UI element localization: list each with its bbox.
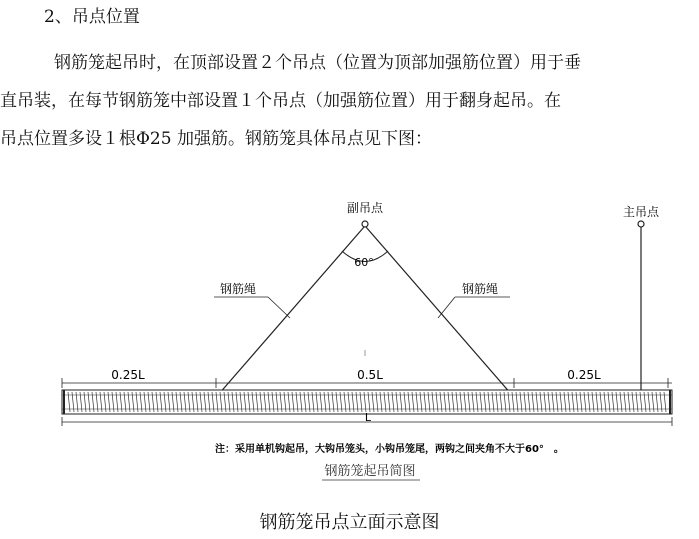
rope-right-line (366, 227, 512, 395)
segment-label-left: 0.25L (111, 368, 145, 382)
total-length-label: L (364, 411, 372, 424)
segment-label-middle: 0.5L (357, 368, 383, 382)
main-lift-point-marker (638, 221, 644, 227)
figure-caption: 钢筋笼吊点立面示意图 (259, 512, 440, 533)
segment-label-right: 0.25L (567, 368, 601, 382)
rope-right-label: 钢筋绳 (462, 282, 499, 296)
diagram-subcaption: 钢筋笼起吊简图 (324, 464, 416, 479)
section-heading: 2、吊点位置 (44, 7, 140, 27)
paragraph-line: 直吊装，在每节钢筋笼中部设置１个吊点（加强筋位置）用于翻身起吊。在 (0, 91, 561, 111)
rope-left-leader (268, 297, 290, 318)
rope-right-leader (438, 297, 455, 318)
aux-lift-point-label: 副吊点 (346, 201, 384, 215)
rope-left-line (218, 227, 364, 395)
aux-lift-point-marker (362, 221, 368, 227)
main-lift-point-label: 主吊点 (622, 205, 660, 219)
paragraph-line: 钢筋笼起吊时，在顶部设置２个吊点（位置为顶部加强筋位置）用于垂 (54, 53, 581, 73)
angle-label: 60° (354, 256, 374, 269)
lifting-diagram (0, 190, 699, 490)
rope-left-label: 钢筋绳 (220, 282, 257, 296)
diagram-note: 注：采用单机钩起吊，大钩吊笼头，小钩吊笼尾，两钩之间夹角不大于60° 。 (215, 444, 564, 455)
body-paragraph (0, 44, 699, 158)
paragraph-line: 吊点位置多设１根Φ25 加强筋。钢筋笼具体吊点见下图： (0, 129, 432, 149)
